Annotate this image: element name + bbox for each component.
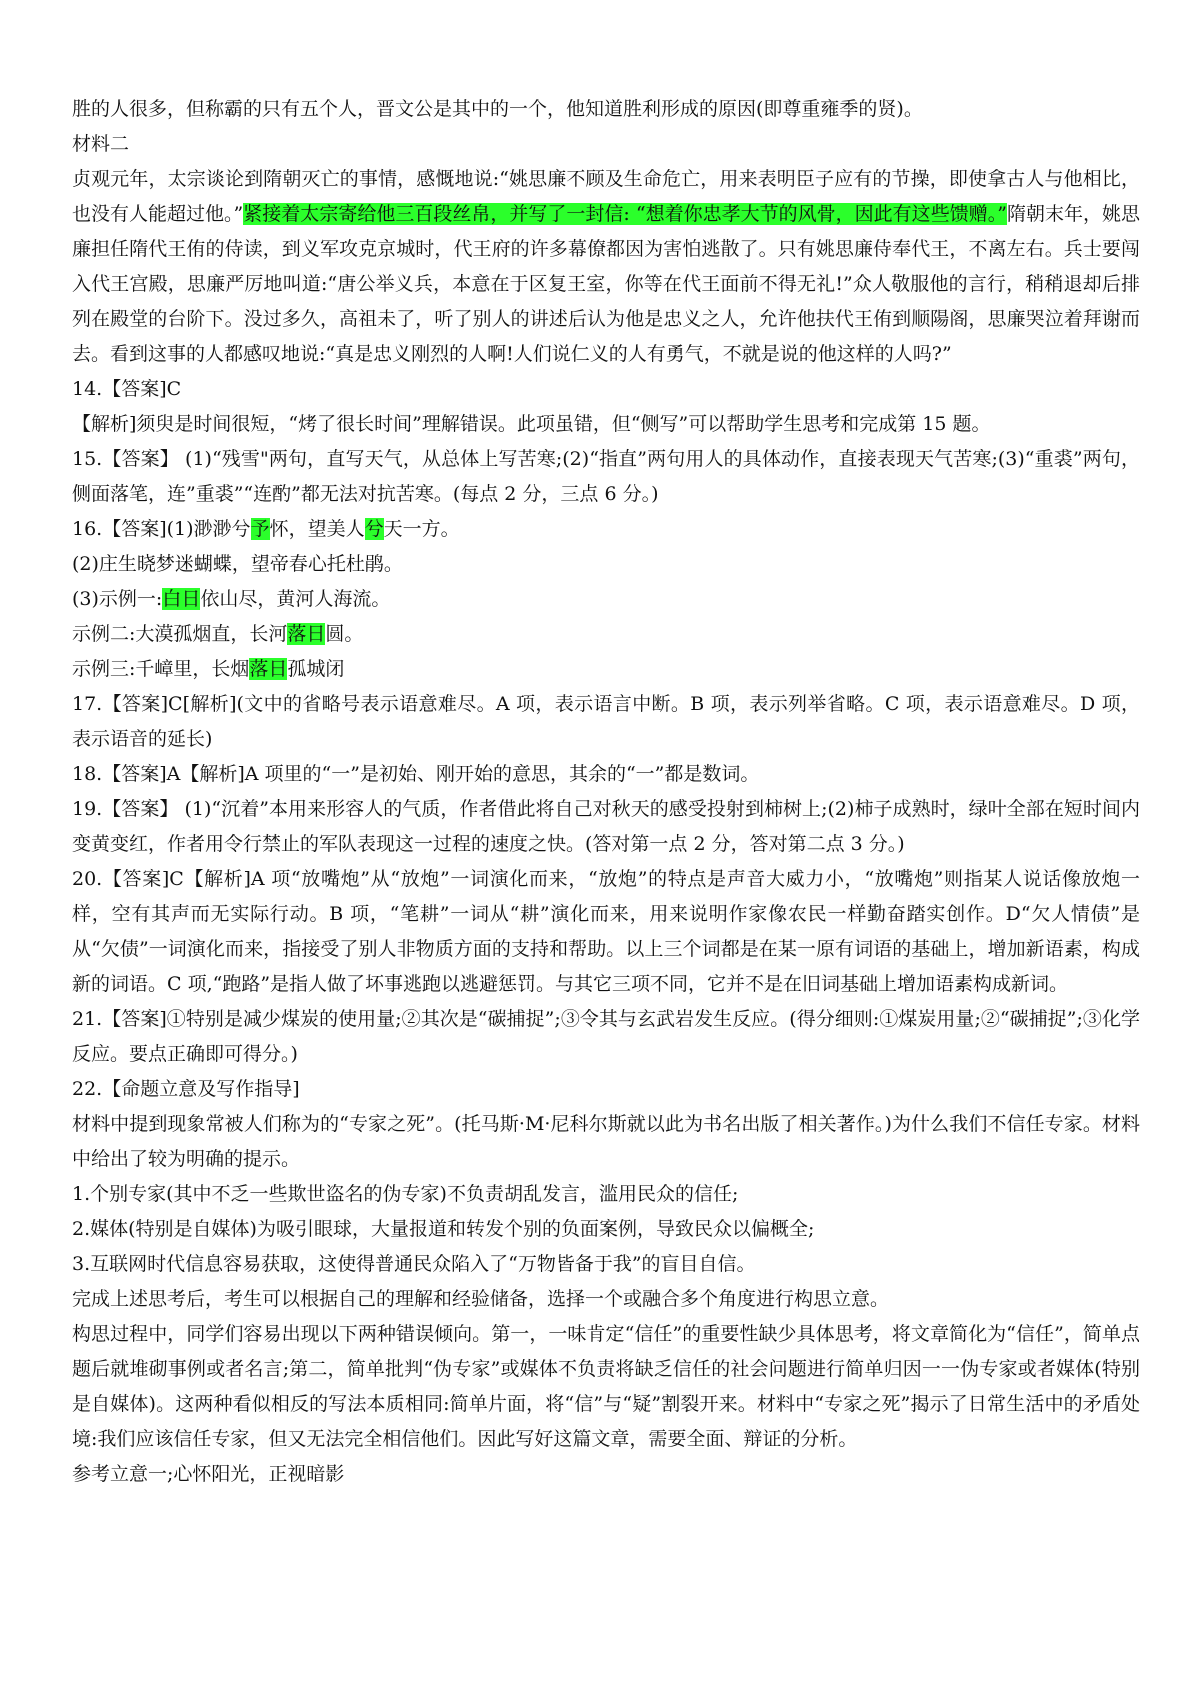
answer-17: 17.【答案]C[解析](文中的省略号表示语意难尽。A 项，表示语言中断。B 项，表示列举省略。C 项，表示语意难尽。D 项，表示语音的延长): [72, 693, 1140, 750]
answer-20: 20.【答案]C【解析]A 项“放嘴炮”从“放炮”一词演化而来，“放炮”的特点是声音大威力小，“放嘴炮”则指某人说话像放炮一样，空有其声而无实际行动。B 项，“笔耕”一词从“耕”演化而来，用来说明作家像农民一样勤奋踏实创作。D“欠人情债”是从“欠债”一词演化而来，指接受了别人非物质方面的支持和帮助。以上三个词都是在某一原有词语的基础上，增加新语素，构成新的词语。C 项,“跑路”是指人做了坏事逃跑以逃避惩罚。与其它三项不同，它并不是在旧词基础上增加语素构成新词。: [72, 868, 1140, 995]
list-item: 3.互联网时代信息容易获取，这使得普通民众陷入了“万物皆备于我”的盲目自信。: [72, 1253, 756, 1275]
highlighted-text: 白日: [162, 588, 201, 610]
answer-16-line: (3)示例一:白日依山尽，黄河人海流。: [72, 588, 391, 610]
analysis-14: 【解析]须臾是时间很短，“烤了很长时间”理解错误。此项虽错，但“侧写”可以帮助学生思考和完成第 15 题。: [72, 413, 991, 435]
highlighted-text: 兮: [364, 518, 384, 540]
answer-19: 19.【答案】 (1)“沉着”本用来形容人的气质，作者借此将自己对秋天的感受投射到柿树上;(2)柿子成熟时，绿叶全部在短时间内变黄变红，作者用令行禁止的军队表现这一过程的速度之快。(答对第一点 2 分，答对第二点 3 分。): [72, 798, 1140, 855]
answer-16-line: 示例二:大漠孤烟直，长河落日圆。: [72, 623, 364, 645]
paragraph: 完成上述思考后，考生可以根据自己的理解和经验储备，选择一个或融合多个角度进行构思立意。: [72, 1288, 890, 1310]
paragraph: 胜的人很多，但称霸的只有五个人，晋文公是其中的一个，他知道胜利形成的原因(即尊重雍季的贤)。: [72, 98, 923, 120]
highlighted-text: 落日: [287, 623, 326, 645]
answer-21: 21.【答案]①特别是减少煤炭的使用量;②其次是“碳捕捉”;③令其与玄武岩发生反应。(得分细则:①煤炭用量;②“碳捕捉”;③化学反应。要点正确即可得分。): [72, 1008, 1140, 1065]
highlighted-text: 予: [250, 518, 270, 540]
section-heading: 材料二: [72, 133, 130, 155]
answer-16: 16.【答案](1)渺渺兮予怀，望美人兮天一方。: [72, 518, 460, 540]
highlighted-text: 落日: [249, 658, 288, 680]
answer-14: 14.【答案]C: [72, 378, 182, 400]
answer-18: 18.【答案]A【解析]A 项里的“一”是初始、刚开始的意思，其余的“一”都是数词。: [72, 763, 760, 785]
answer-16-line: (2)庄生晓梦迷蝴蝶，望帝春心托杜鹃。: [72, 553, 403, 575]
answer-22-heading: 22.【命题立意及写作指导]: [72, 1078, 300, 1100]
paragraph: 材料中提到现象常被人们称为的“专家之死”。(托马斯·M·尼科尔斯就以此为书名出版了相关著作。)为什么我们不信任专家。材料中给出了较为明确的提示。: [72, 1113, 1140, 1170]
list-item: 1.个别专家(其中不乏一些欺世盗名的伪专家)不负责胡乱发言，滥用民众的信任;: [72, 1183, 739, 1205]
paragraph: 构思过程中，同学们容易出现以下两种错误倾向。第一，一味肯定“信任”的重要性缺少具体思考，将文章简化为“信任”，简单点题后就堆砌事例或者名言;第二，简单批判“伪专家”或媒体不负责将缺乏信任的社会问题进行简单归因一一伪专家或者媒体(特别是自媒体)。这两种看似相反的写法本质相同:简单片面，将“信”与“疑”割裂开来。材料中“专家之死”揭示了日常生活中的矛盾处境:我们应该信任专家，但又无法完全相信他们。因此写好这篇文章，需要全面、辩证的分析。: [72, 1323, 1140, 1450]
paragraph: 贞观元年，太宗谈论到隋朝灭亡的事情，感慨地说:“姚思廉不顾及生命危亡，用来表明臣子应有的节操，即使拿古人与他相比，也没有人能超过他。”紧接着太宗寄给他三百段丝帛，并写了一封信: “想着你忠孝大节的风骨，因此有这些馈赠。”隋朝末年，姚思廉担任隋代王侑的侍读，到义军攻克京城时，代王府的许多幕僚都因为害怕逃散了。只有姚思廉侍奉代王，不离左右。兵士要闯入代王宫殿，思廉严厉地叫道:“唐公举义兵，本意在于区复王室，你等在代王面前不得无礼!”众人敬服他的言行，稍稍退却后排列在殿堂的台阶下。没过多久，高祖未了，听了别人的讲述后认为他是忠义之人，允许他扶代王侑到顺陽阁，思廉哭泣着拜谢而去。看到这事的人都感叹地说:“真是忠义刚烈的人啊!人们说仁义的人有勇气，不就是说的他这样的人吗?”: [72, 168, 1140, 365]
answer-document: [72, 92, 1140, 1492]
answer-15: 15.【答案】 (1)“残雪"两句，直写天气，从总体上写苦寒;(2)“指直”两句用人的具体动作，直接表现天气苦寒;(3)“重裘”两句，侧面落笔，连”重裘”“连酌”都无法对抗苦寒。(每点 2 分，三点 6 分。): [72, 448, 1140, 505]
list-item: 2.媒体(特别是自媒体)为吸引眼球，大量报道和转发个别的负面案例，导致民众以偏概全;: [72, 1218, 815, 1240]
paragraph: 参考立意一;心怀阳光，正视暗影: [72, 1463, 345, 1485]
highlighted-text: 紧接着太宗寄给他三百段丝帛，并写了一封信: “想着你忠孝大节的风骨，因此有这些馈赠。”: [243, 203, 1007, 225]
answer-16-line: 示例三:千嶂里，长烟落日孤城闭: [72, 658, 345, 680]
